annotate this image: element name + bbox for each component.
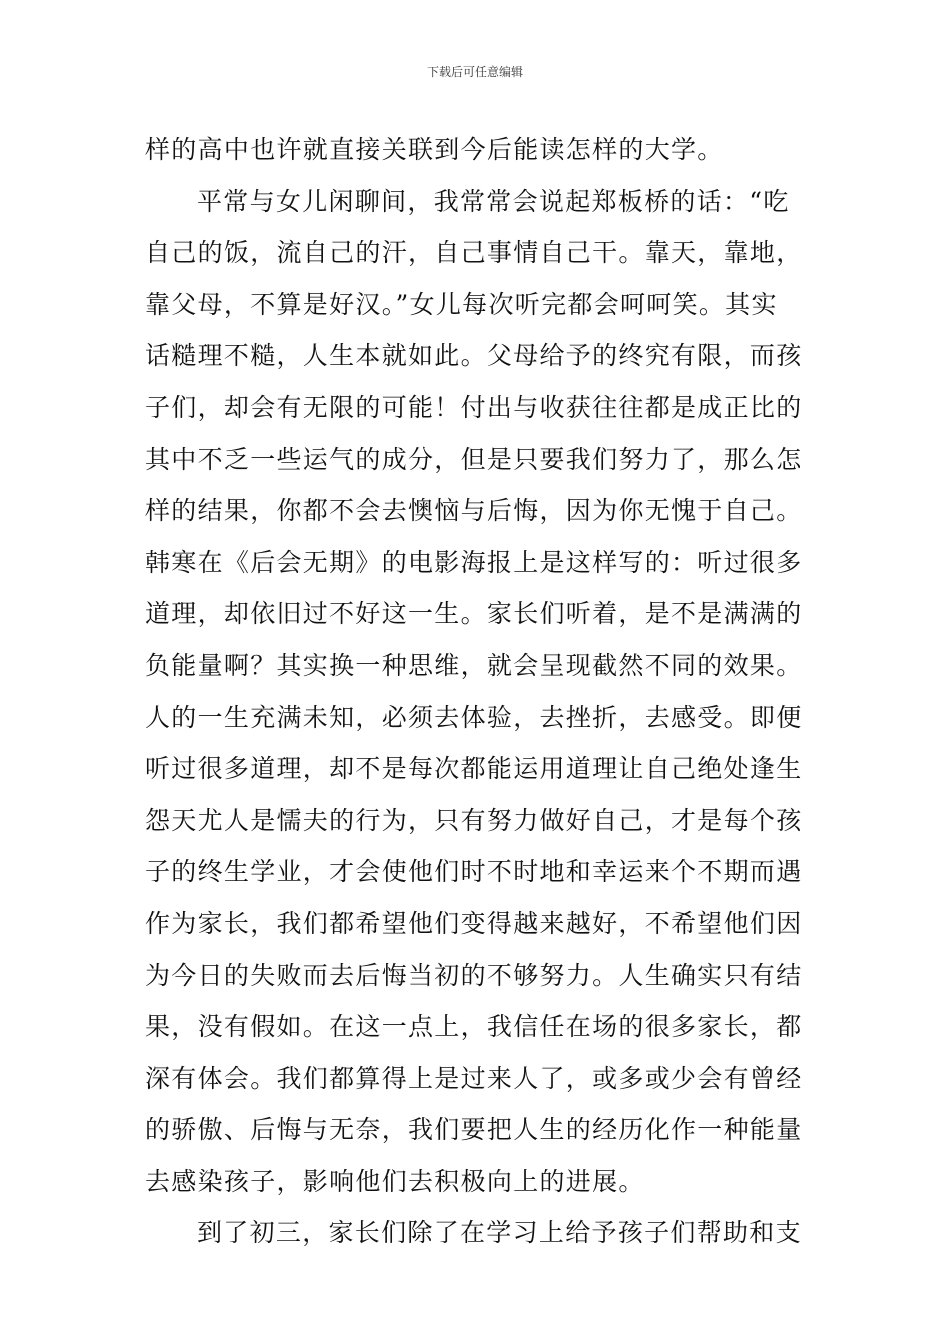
text-line: 道理，却依旧过不好这一生。家长们听着，是不是满满的 [145,599,803,629]
text-line: 靠父母，不算是好汉。”女儿每次听完都会呵呵笑。其实 [145,289,778,319]
text-line: 其中不乏一些运气的成分，但是只要我们努力了，那么怎 [145,444,803,474]
text-line: 子们，却会有无限的可能！付出与收获往往都是成正比的 [145,392,803,422]
text-line: 的骄傲、后悔与无奈，我们要把人生的经历化作一种能量 [145,1115,803,1145]
text-line: 子的终生学业，才会使他们时不时地和幸运来个不期而遇 [145,857,803,887]
text-line: 人的一生充满未知，必须去体验，去挫折，去感受。即便 [145,702,803,732]
text-line: 负能量啊？其实换一种思维，就会呈现截然不同的效果。 [145,650,803,680]
page-header: 下载后可任意编辑 [426,65,523,79]
text-line: 去感染孩子，影响他们去积极向上的进展。 [145,1166,645,1196]
text-line: 作为家长，我们都希望他们变得越来越好，不希望他们因 [145,908,803,938]
text-line: 果，没有假如。在这一点上，我信任在场的很多家长，都 [145,1012,803,1042]
text-line: 自己的饭，流自己的汗，自己事情自己干。靠天，靠地， [145,238,803,268]
text-line: 深有体会。我们都算得上是过来人了，或多或少会有曾经 [145,1063,803,1093]
text-line: 样的高中也许就直接关联到今后能读怎样的大学。 [145,135,724,164]
paragraph-start-line: 平常与女儿闲聊间，我常常会说起郑板桥的话：“吃 [197,186,790,216]
text-line: 话糙理不糙，人生本就如此。父母给予的终究有限，而孩 [145,341,803,371]
paragraph-start-line: 到了初三，家长们除了在学习上给予孩子们帮助和支 [197,1218,802,1248]
text-line: 韩寒在《后会无期》的电影海报上是这样写的：听过很多 [145,547,803,577]
text-line: 样的结果，你都不会去懊恼与后悔，因为你无愧于自己。 [145,496,803,526]
text-line: 听过很多道理，却不是每次都能运用道理让自己绝处逢生 [145,754,803,784]
text-line: 为今日的失败而去后悔当初的不够努力。人生确实只有结 [145,960,803,990]
document-body [145,124,825,1259]
text-line: 怨天尤人是懦夫的行为，只有努力做好自己，才是每个孩 [145,805,803,835]
